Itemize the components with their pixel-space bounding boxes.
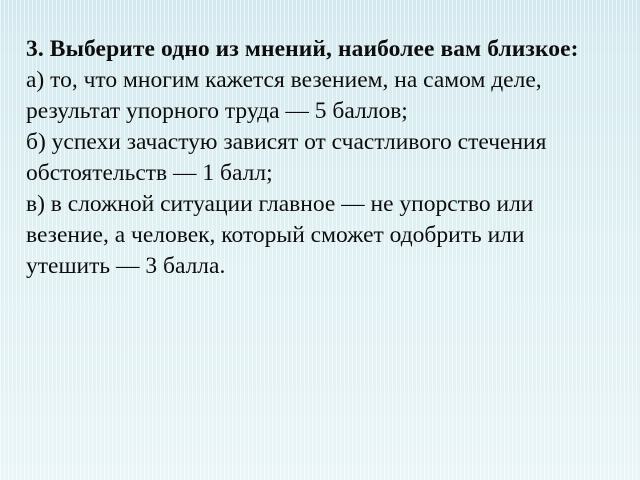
question-options [26, 65, 614, 282]
option-c: в) в сложной ситуации главное — не упорство или везение, а человек, который сможет одобрить или утешить — 3 балла. [26, 191, 534, 279]
slide-content [26, 34, 614, 282]
question-title: 3. Выберите одно из мнений, наиболее вам близкое: [26, 36, 579, 62]
option-b: б) успехи зачастую зависят от счастливого стечения обстоятельств — 1 балл; [26, 129, 547, 186]
option-a: а) то, что многим кажется везением, на самом деле, результат упорного труда — 5 баллов; [26, 67, 542, 124]
